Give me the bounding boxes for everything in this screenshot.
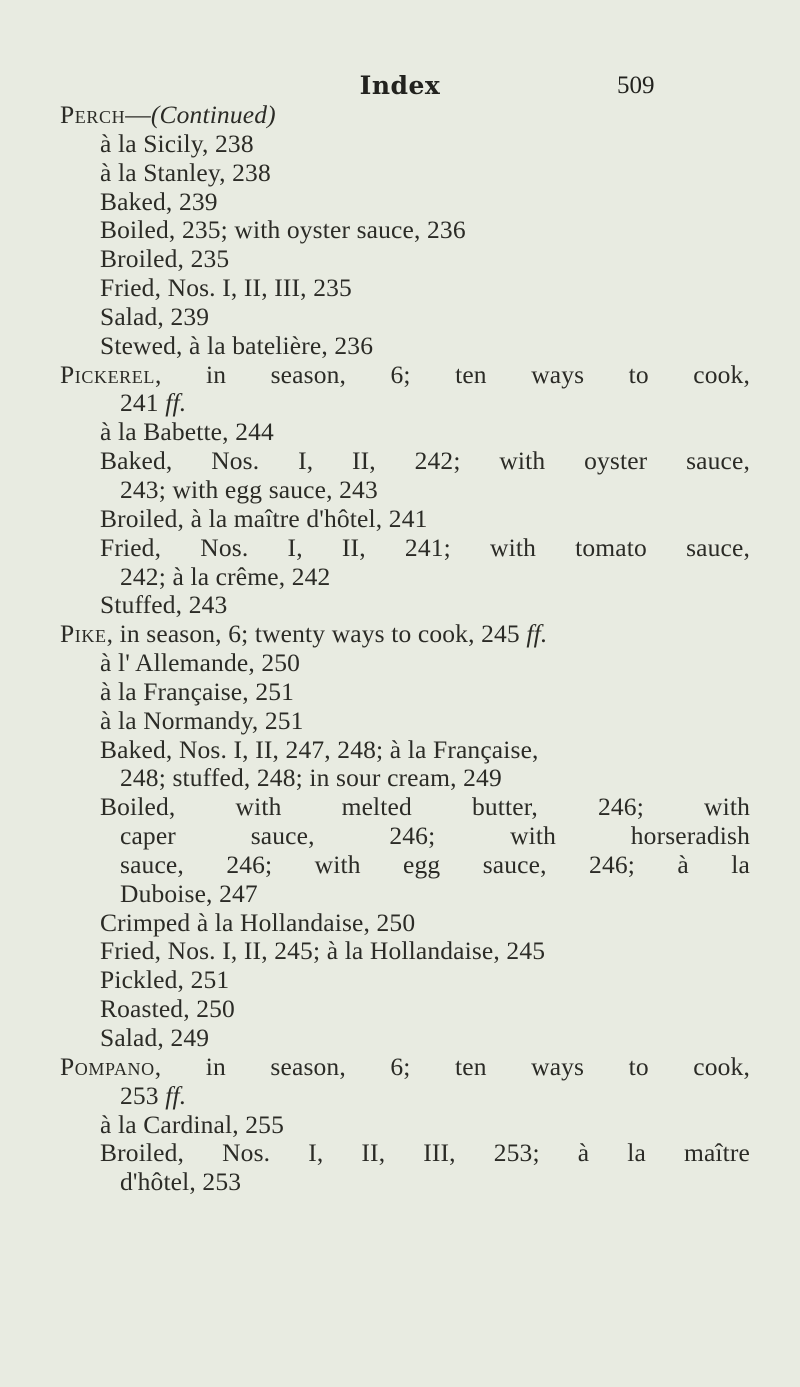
index-heading-line <box>60 620 750 649</box>
continuation-text: d'hôtel, 253 <box>120 1167 242 1197</box>
subentry-text: Broiled, Nos. I, II, III, 253; à la maître <box>100 1138 750 1168</box>
heading-word: Pompano <box>60 1051 155 1081</box>
subentry-text: Broiled, à la maître d'hôtel, 241 <box>100 503 428 533</box>
heading-rest: — <box>125 100 151 129</box>
index-continuation <box>60 851 750 880</box>
index-subentry <box>60 1111 750 1140</box>
index-continuation <box>60 1082 750 1111</box>
index-subentry <box>60 995 750 1024</box>
italic-note: ff. <box>519 619 548 649</box>
index-subentry <box>60 505 750 534</box>
index-subentry <box>60 303 750 332</box>
subentry-text: Stewed, à la batelière, 236 <box>100 330 374 360</box>
subentry-text: à la Babette, 244 <box>100 417 274 447</box>
italic-note: ff. <box>158 1080 187 1110</box>
index-subentry <box>60 188 750 217</box>
subentry-text: Baked, Nos. I, II, 242; with oyster sauce, <box>100 446 750 476</box>
subentry-text: Crimped à la Hollandaise, 250 <box>100 907 416 937</box>
index-subentry <box>60 274 750 303</box>
subentry-text: Fried, Nos. I, II, III, 235 <box>100 273 352 303</box>
index-continuation <box>60 563 750 592</box>
subentry-text: Baked, Nos. I, II, 247, 248; à la Française, <box>100 734 539 764</box>
subentry-text: à la Sicily, 238 <box>100 128 254 158</box>
justified-text <box>60 361 750 390</box>
index-subentry <box>60 159 750 188</box>
continuation-text: 243; with egg sauce, 243 <box>120 474 378 504</box>
subentry-text: Pickled, 251 <box>100 965 230 995</box>
index-continuation <box>60 1168 750 1197</box>
index-continuation <box>60 822 750 851</box>
subentry-text: Salad, 239 <box>100 301 210 331</box>
subentry-text: à l' Allemande, 250 <box>100 648 301 678</box>
subentry-text: à la Normandy, 251 <box>100 705 304 735</box>
index-subentry <box>60 909 750 938</box>
subentry-text: Fried, Nos. I, II, 245; à la Hollandaise, 245 <box>100 936 546 966</box>
index-continuation <box>60 880 750 909</box>
index-subentry <box>60 591 750 620</box>
index-subentry <box>60 793 750 822</box>
subentry-text: à la Stanley, 238 <box>100 157 271 187</box>
subentry-text: Boiled, with melted butter, 246; with <box>100 792 750 822</box>
index-subentry <box>60 418 750 447</box>
index-subentry <box>60 447 750 476</box>
index-continuation <box>60 476 750 505</box>
subentry-text: Fried, Nos. I, II, 241; with tomato sauce, <box>100 532 750 562</box>
subentry-text: à la Française, 251 <box>100 676 295 706</box>
index-subentry <box>60 649 750 678</box>
index-heading-line <box>60 101 750 130</box>
continuation-text: 241 <box>120 388 159 418</box>
index-subentry <box>60 1024 750 1053</box>
heading-rest: , in season, 6; ten ways to cook, <box>154 359 750 389</box>
subentry-text: Salad, 249 <box>100 1023 210 1052</box>
index-subentry <box>60 678 750 707</box>
italic-note: (Continued) <box>150 100 276 129</box>
italic-note: ff. <box>158 388 187 418</box>
index-subentry <box>60 534 750 563</box>
index-subentry <box>60 332 750 361</box>
index-continuation <box>60 389 750 418</box>
justified-text <box>120 822 750 851</box>
heading-word: Perch <box>60 100 126 129</box>
heading-word: Pike <box>60 619 107 649</box>
index-subentry <box>60 130 750 159</box>
index-subentry <box>60 245 750 274</box>
heading-rest: , in season, 6; twenty ways to cook, 245 <box>106 619 520 649</box>
subentry-text: Boiled, 235; with oyster sauce, 236 <box>100 215 466 245</box>
heading-word: Pickerel <box>60 359 155 389</box>
continuation-text: 242; à la crême, 242 <box>120 561 331 591</box>
index-entries <box>60 101 750 1197</box>
index-subentry <box>60 1139 750 1168</box>
page-title: Index <box>359 71 441 100</box>
justified-text <box>100 1139 750 1168</box>
index-subentry <box>60 937 750 966</box>
index-heading-line <box>60 1053 750 1082</box>
index-subentry <box>60 966 750 995</box>
continuation-text: sauce, 246; with egg sauce, 246; à la <box>120 849 750 879</box>
index-heading-line <box>60 361 750 390</box>
subentry-text: Stuffed, 243 <box>100 590 228 620</box>
subentry-text: Baked, 239 <box>100 186 218 216</box>
index-continuation <box>60 764 750 793</box>
continuation-text: caper sauce, 246; with horseradish <box>120 821 750 851</box>
subentry-text: Broiled, 235 <box>100 244 230 274</box>
continuation-text: Duboise, 247 <box>120 878 258 908</box>
justified-text <box>100 793 750 822</box>
index-subentry <box>60 707 750 736</box>
index-subentry <box>60 736 750 765</box>
justified-text <box>100 447 750 476</box>
subentry-text: Roasted, 250 <box>100 994 235 1024</box>
index-subentry <box>60 216 750 245</box>
continuation-text: 248; stuffed, 248; in sour cream, 249 <box>120 763 502 793</box>
justified-text <box>60 1053 750 1082</box>
justified-text <box>120 851 750 880</box>
heading-rest: , in season, 6; ten ways to cook, <box>154 1051 750 1081</box>
page-number: 509 <box>617 72 655 99</box>
continuation-text: 253 <box>120 1080 159 1110</box>
justified-text <box>100 534 750 563</box>
subentry-text: à la Cardinal, 255 <box>100 1109 284 1139</box>
